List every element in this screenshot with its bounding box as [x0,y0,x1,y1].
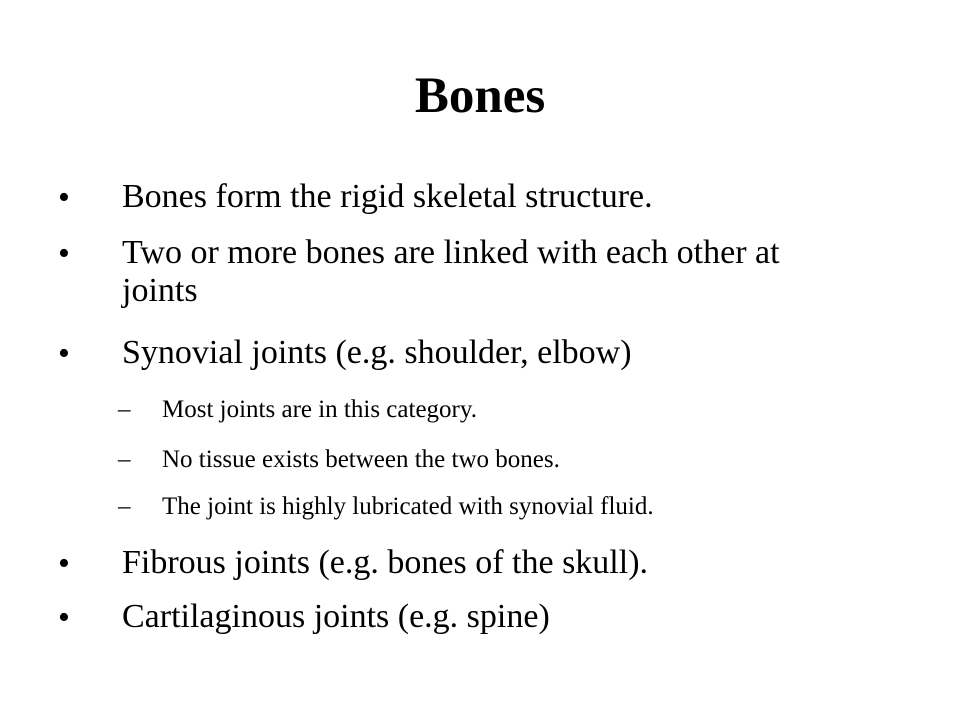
bullet-text: Synovial joints (e.g. shoulder, elbow) [122,334,632,371]
bullet-glyph: • [58,235,70,272]
sub-bullet-text: The joint is highly lubricated with synovial fluid. [162,493,654,520]
bullet-text: Fibrous joints (e.g. bones of the skull). [122,544,649,581]
dash-glyph: – [118,493,131,520]
dash-glyph: – [118,396,131,423]
bullet-glyph: • [58,335,70,372]
bullet-glyph: • [58,545,70,582]
bullet-glyph: • [58,179,70,216]
sub-bullet-text: Most joints are in this category. [162,396,477,423]
sub-bullet-text: No tissue exists between the two bones. [162,446,560,473]
dash-glyph: – [118,446,131,473]
bullet-text: Bones form the rigid skeletal structure. [122,178,653,215]
bullet-text: Cartilaginous joints (e.g. spine) [122,598,550,635]
bullet-glyph: • [58,599,70,636]
bullet-text: Two or more bones are linked with each other at joints [122,234,780,309]
slide-title: Bones [414,68,546,124]
